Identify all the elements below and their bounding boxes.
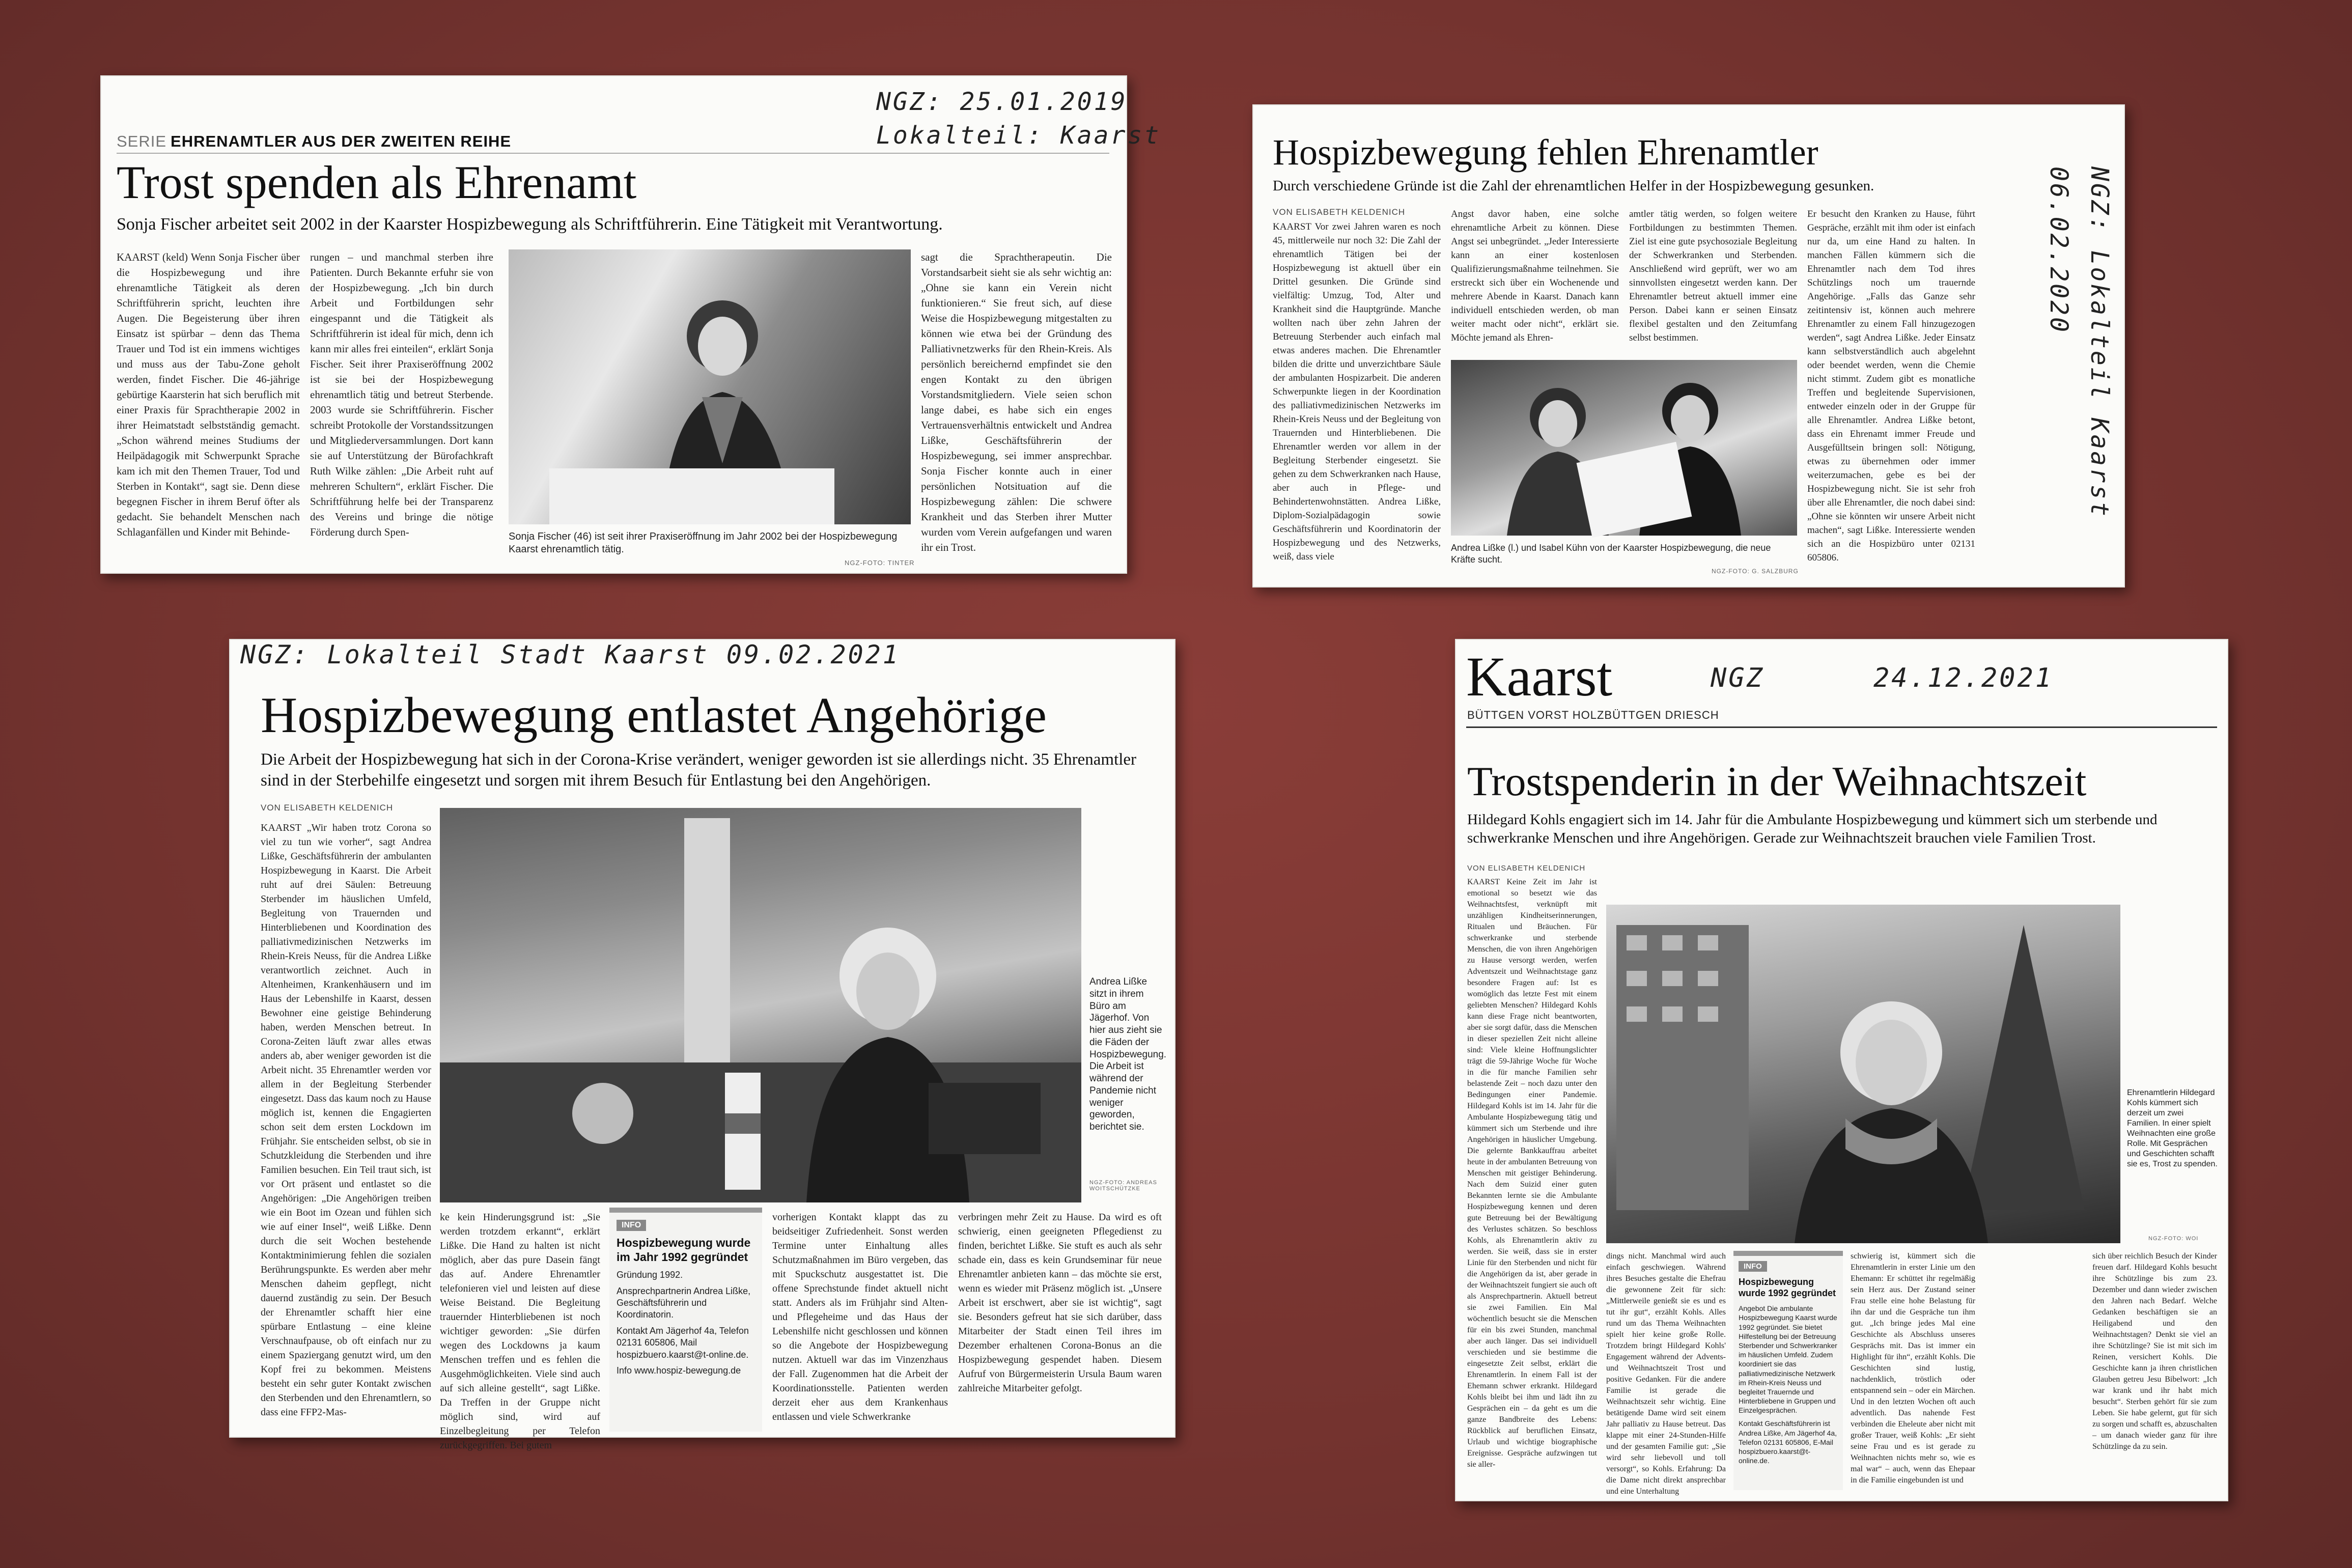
article-column-3: amtler tätig werden, so folgen weitere Fortbildungen zu bestimmten Themen. Ziel ist eine gute psychosoziale Begleitung der Schwerkranken und Sterbenden. Anschließend wird geprüft, wer wo am sinnvollsten eingesetzt werden kann. Der Ehrenamtler betreut aktuell immer eine Person. Dabei kann er seinen Einsatz flexibel gestalten und den Zeitumfang selbst bestimmen. <box>1629 209 1797 343</box>
info-website: Info www.hospiz-bewegung.de <box>617 1365 741 1376</box>
info-title: Hospizbewegung wurde im Jahr 1992 gegründet <box>617 1236 751 1264</box>
article-column-c: sich über reichlich Besuch der Kinder freuen darf. Hildegard Kohls besucht ihre Schützlinge bis zum 23. Dezember und dann wieder zwischen den Jahren nach Bedarf. Welche Gedanken beschäftigen sie an Heiligabend und den Weihnachtstagen? Denkt sie viel an ihre Schützlinge? Sie ist mit sich im Reinen, versichert Kohls. Die Geschichte kann ja ihren christlichen Glauben getreu Jesu Bibelwort: „Ich war krank und ihr habt mich besucht“. Sterben gehört für sie zum Leben. Sie habe gelernt, gut für sich zu sorgen und schafft es, abzuschalten – um danach wieder ganz für ihre Schützlinge da zu sein. <box>2092 1252 2217 1451</box>
photo-credit: NGZ-FOTO: ANDREAS WOITSCHÜTZKE <box>1089 1180 1157 1192</box>
info-contact: Kontakt Geschäftsführerin ist Andrea Lißke, Am Jägerhof 4a, Telefon 02131 605806, E-Mail hospizbuero.kaarst@t-online.de. <box>1739 1419 1837 1465</box>
article-column-3: vorherigen Kontakt klappt das zu beidseitiger Zufriedenheit. Sonst werden Termine unter Einhaltung alles Schutzmaßnahmen im Büro vergeben, das mit Spuckschutz ausgestattet ist. Die offene Sprechstunde findet aktuell nicht statt. Anders als im Frühjahr sind Alten- und Pflegeheime und das Haus der Lebenshilfe nicht geschlossen und können so die Angebote der Hospizbewegung nutzen. Aktuell war das im Vinzenzhaus der Fall. Zugenommen hat die Arbeit der Koordinationsstelle. Patienten werden derzeit eher aus dem Krankenhaus entlassen und viele Schwerkranke <box>772 1212 948 1422</box>
photo-caption: Andrea Lißke sitzt in ihrem Büro am Jägerhof. Von hier aus zieht sie die Fäden der Hospizbewegung. Die Arbeit ist während der Pandemie nicht weniger geworden, berichtet sie. <box>1089 976 1167 1132</box>
info-tag: INFO <box>1739 1261 1767 1272</box>
handwritten-paper-note: NGZ <box>1711 663 1765 693</box>
subheadline: Sonja Fischer arbeitet seit 2002 in der Kaarster Hospizbewegung als Schriftführerin. Eine Tätigkeit mit Verantwortung. <box>117 215 943 234</box>
photo-sonja-fischer <box>509 249 911 524</box>
photo-credit: NGZ-FOTO: G. SALZBURG <box>1712 568 1799 575</box>
article-column-2: ke kein Hinderungsgrund ist: „Sie werden trotzdem erkannt“, erklärt Lißke. Die Hand zu halten ist nicht möglich, aber das pure Dasein fängt das auf. Andere Ehrenamtler telefonieren viel und leisten auf diese Weise Beistand. Die Begleitung trauernder Hinterbliebenen ist noch wichtiger geworden: „Sie dürfen wegen des Lockdowns ja kaum Menschen treffen und es fehlen die Ausgehmöglichkeiten. Viele sind auch auf sich alleine gestellt“, sagt Lißke. Da Treffen in der Gruppe nicht möglich sind, wird auf Einzelbegleitung per Telefon zurückgegriffen. Bei gutem <box>440 1212 600 1451</box>
subheadline: Hildegard Kohls engagiert sich im 14. Jahr für die Ambulante Hospizbewegung und kümmert sich um sterbende und schwerkranke Menschen und ihre Angehörigen. Gerade zur Weihnachtszeit brauchen viele Familien Trost. <box>1467 811 2158 847</box>
info-founding: Gründung 1992. <box>617 1270 683 1280</box>
subheadline: Die Arbeit der Hospizbewegung hat sich in der Corona-Krise verändert, weniger geworden ist sie allerdings nicht. 35 Ehrenamtler sind in der Sterbehilfe eingesetzt und sorgen mit ihrem Besuch für Entlastung bei den Angehörigen. <box>261 750 1137 790</box>
district-list: BÜTTGEN VORST HOLZBÜTTGEN DRIESCH <box>1467 709 1719 721</box>
photo-credit: NGZ-FOTO: TINTER <box>845 559 915 567</box>
portrait-illustration <box>509 249 911 524</box>
article-column-4: verbringen mehr Zeit zu Hause. Da wird es oft schwierig, einen geeigneten Pflegedienst zu finden, berichtet Lißke. Sie stuft es auch als sehr schade ein, dass es kein Grundseminar für neue Ehrenamtler anbieten kann – das möchte sie erst, wenn es wieder mit Präsenz möglich ist. „Unsere Arbeit ist erschwert, aber sie ist wichtig“, sagt sie. Besonders gefreut hat sie sich darüber, dass Mitarbeiter der Stadt einen Teil ihres im Dezember erhaltenen Corona-Bonus an die Hospizbewegung gespendet haben. Diesem Aufruf von Bürgermeisterin Ursula Baum waren zahlreiche Mitarbeiter gefolgt. <box>958 1212 1162 1394</box>
series-label <box>117 132 511 151</box>
headline: Hospizbewegung entlastet Angehörige <box>261 687 1047 743</box>
photo-lisske-kuehn <box>1451 360 1797 536</box>
article-column-4: Er besucht den Kranken zu Hause, führt Gespräche, erzählt mit ihm oder ist einfach nur da, um eine Hand zu halten. In manchen Fällen kümmern sich die Ehrenamtler nach dem Tod ihres Schützlings noch um trauernde Angehörige. „Falls das Ganze sehr zeitintensiv ist, können auch mehrere Ehrenamtler zu einem Fall hinzugezogen werden“, sagt Andrea Lißke. Jeder Einsatz kann selbstverständlich auch abgelehnt oder beendet werden, wenn die Chemie nicht stimmt. Zudem gibt es monatliche Treffen und begleitende Supervisionen, entweder einzeln oder in der Gruppe für alle Ehrenamtler. Andrea Lißke betont, dass ein Ehrenamt immer Freude und Ausgefülltsein bringen soll: Nötigung, etwas zu übernehmen oder immer weiterzumachen, gebe es bei der Hospizbewegung nicht. Sie ist sehr froh über alle Ehrenamtler, die noch dabei sind: „Ohne sie könnten wir unsere Arbeit nicht machen“, sagt Lißke. Interessierte wenden sich an die Hospizbüro unter 02131 605806. <box>1807 209 1975 563</box>
handwritten-date-note: 24.12.2021 <box>1873 663 2054 693</box>
handwritten-vertical-note <box>2085 166 2114 518</box>
info-title: Hospizbewegung wurde 1992 gegründet <box>1739 1277 1836 1298</box>
byline: VON ELISABETH KELDENICH <box>261 803 394 813</box>
handwritten-section-note: NGZ: Lokalteil Kaarst <box>2085 166 2114 518</box>
photo-caption: Andrea Lißke (l.) und Isabel Kühn von der Kaarster Hospizbewegung, die neue Kräfte sucht. <box>1451 543 1771 565</box>
office-portrait-illustration <box>440 808 1081 1202</box>
headline: Trost spenden als Ehrenamt <box>117 156 637 208</box>
handwritten-note: NGZ: Lokalteil Stadt Kaarst 09.02.2021 <box>240 640 900 669</box>
info-text: Angebot Die ambulante Hospizbewegung Kaarst wurde 1992 gegründet. Sie bietet Hilfestellung bei der Betreuung Sterbender und Schwerkranker im häuslichen Umfeld. Zudem koordiniert sie das palliativmedizinische Netzwerk im Rhein-Kreis Neuss und begleitet Trauernde und Hinterbliebene in Gruppen und Einzelgesprächen. <box>1739 1304 1837 1415</box>
photo-hildegard-kohls <box>1606 905 2120 1243</box>
article-column-left: KAARST Keine Zeit im Jahr ist emotional so besetzt wie das Weihnachtsfest, verknüpft mit unzähligen Kindheitserinnerungen, Ritualen und Bräuchen. Für schwerkranke und sterbende Menschen, die von ihren Angehörigen zu Hause versorgt werden, werfen Adventszeit und Weihnachtstage ganz besondere Fragen auf: Ist es womöglich das letzte Fest mit einem geliebten Menschen? Hildegard Kohls kann diese Frage nicht beantworten, aber sie sorgt dafür, dass die Menschen in dieser speziellen Zeit nicht alleine sind: Viele kleine Hoffnungslichter trägt die 59-Jährige Woche für Woche in die für manche Familien sehr belastende Zeit – noch dazu unter den Bedingungen einer Pandemie. Hildegard Kohls ist im 14. Jahr für die Ambulante Hospizbewegung tätig und kümmert sich um Sterbende und ihre Angehörigen in häuslicher Umgebung. Die gelernte Bankkauffrau arbeitet heute in der ambulanten Betreuung von Menschen mit geistiger Behinderung. Nach dem Suizid einer guten Bekannten lernte sie die Ambulante Hospizbewegung kennen und deren gute Betreuung bei der Bewältigung des Verlustes schätzen. So beschloss Kohls, als Ehrenamtlerin aktiv zu werden. Sie weiß, dass sie in erster Linie für den Sterbenden und nicht für die Angehörigen da ist, aber gerade in der Weihnachtszeit fungiert sie auch oft als Ansprechpartnerin. Aktuell betreut sie zwei Familien. Ein Mal wöchentlich besucht sie die Menschen für ein bis zwei Stunden, manchmal aber auch länger. Das sei individuell verschieden und sie bestimme die eingesetzte Zeit selbst, erklärt die Ehrenamtlerin. In einem Fall ist der Ehemann schwer erkrankt. Hildegard Kohls bleibt bei ihm und lädt ihn zu Gesprächen ein – da geht es um die ganze Bandbreite des Lebens: Rückblick auf beruflichen Einsatz, Urlaub und wichtige biographische Ereignisse. Gespräche aufzwingen tut sie aller- <box>1467 878 1597 1469</box>
article-column-2: Angst davor haben, eine solche ehrenamtliche Arbeit zu können. Diese Angst sei unbegründet. „Jeder Interessierte kann an einer kostenlosen Qualifizierungsmaßnahme teilnehmen. Sie erstreckt sich über ein Wochenende und mehrere Abende in Kaarst. Danach kann individuell entschieden werden, ob man weiter macht oder nicht“, erklärt sie. Möchte jemand als Ehren- <box>1451 209 1619 343</box>
article-column-1: KAARST Vor zwei Jahren waren es noch 45, mittlerweile nur noch 32: Die Zahl der ehrenamtlich Tätigen bei der Hospizbewegung ist aktuell über ein Drittel gesunken. Die Gründe sind vielfältig: Umzug, Tod, Alter und Krankheit sind die Hauptgründe. Manche wollten nach über zehn Jahren der Betreuung Sterbender auch einfach mal etwas anderes machen. Die Ehrenamtler bilden die dritte und unverzichtbare Säule der ambulanten Hospizarbeit. Die anderen Schwerpunkte liegen in der Koordination des palliativmedizinischen Netzwerks im Rhein-Kreis Neuss und der Begleitung von Trauernden und Hinterbliebenen. Die Ehrenamtler werden vor allem in der Begleitung Sterbender eingesetzt. Sie gehen zu dem Schwerkranken nach Hause, aber auch in Pflege- und Behindertenwohnstätten. Andrea Lißke, Diplom-Sozialpädagogin sowie Geschäftsführerin und Koordinatorin der Hospizbewegung und des Netzwerks, weiß, dass viele <box>1273 221 1441 562</box>
masthead-rule <box>1466 726 2217 728</box>
series-underline <box>117 153 1109 154</box>
article-column-1: KAARST (keld) Wenn Sonja Fischer über die Hospizbewegung und ihre ehrenamtliche Tätigkeit als deren Schriftführerin spricht, leuchten ihre Augen. Die Begeisterung über ihren Einsatz ist spürbar – denn das Thema Trauer und Tod ist ein immens wichtiges und muss aus der Tabu-Zone geholt werden, findet Fischer. Die 46-jährige gebürtige Kaarsterin hat sich beruflich mit einer Praxis für Sprachtherapie 2002 in ihrer Heimatstadt selbstständig gemacht. „Schon während meines Studiums der Heilpädagogik mit Schwerpunkt Sprache kam ich mit den Themen Trauer, Tod und Sterben in Kontakt“, sagt sie. Denn diese begegnen Fischer in ihrem Beruf öfter als gedacht. Sie behandelt Menschen nach Schlaganfällen und Kinder mit Behinde- <box>117 251 300 538</box>
info-box <box>609 1208 762 1432</box>
clipping-2021-dec <box>1455 639 2228 1501</box>
photo-credit: NGZ-FOTO: WOI <box>2148 1236 2199 1242</box>
handwritten-date-vertical: 06.02.2020 <box>2045 166 2073 334</box>
headline: Trostspenderin in der Weihnachtszeit <box>1467 758 2087 804</box>
article-column-b: schwierig ist, kümmert sich die Ehrenamtlerin in erster Linie um den Ehemann: Er schüttet ihr regelmäßig sein Herz aus. Der Zustand seiner Frau stelle eine hohe Belastung für ihn dar und die Gespräche tun ihm gut. „Ich bringe jedes Mal eine Geschichte als Abschluss unseres Gesprächs mit. Das ist immer ein Highlight für ihn“, erzählt Kohls. Die Geschichten sind lustig, nachdenklich, tröstlich oder entspannend sein – oder ein Märchen. Und in den letzten Wochen oft auch adventlich. Das nahende Fest verbinden die Eheleute aber nicht mit großer Trauer, weiß Kohls: „Er sieht seine Frau und es ist gerade zu Weihnachten nichts mehr so, wie es mal war“ – auch, wenn das Ehepaar in die Familie eingebunden ist und <box>1851 1252 1975 1485</box>
article-column-a: dings nicht. Manchmal wird auch einfach geschwiegen. Während ihres Besuches gestalte die Ehefrau die gewonnene Zeit für sich: „Mittlerweile genießt sie es und es tut ihr gut“, erzählt Kohls. Alles rund um das Thema Weihnachten spielt hier keine große Rolle. Trotzdem bringt Hildegard Kohls' Engagement während der Advents- und Weihnachtszeit Trost und positive Gedanken. Für die andere Familie ist gerade die Weihnachtszeit sehr wichtig. Eine betätigende Dame wird seit einem Jahr palliativ zu Hause betreut. Das klappe mit einer 24-Stunden-Hilfe und der gesamten Familie gut: „Sie wird sehr liebevoll und toll versorgt“, so Kohls. Erfahrung: Da die Dame nicht direkt ansprechbar und eine Unterhaltung <box>1606 1252 1726 1496</box>
series-tag: SERIE <box>117 132 167 150</box>
masthead: Kaarst <box>1466 646 1613 708</box>
subheadline: Durch verschiedene Gründe ist die Zahl der ehrenamtlichen Helfer in der Hospizbewegung gesunken. <box>1273 178 1874 194</box>
article-column-3: sagt die Sprachtherapeutin. Die Vorstandsarbeit sieht sie als sehr wichtig an: „Ohne sie kann ein Verein nicht funktionieren.“ Sie freut sich, auf diese Weise die Hospizbewegung mitgestalten zu können wie etwa bei der Gründung des Palliativnetzwerks für den Rhein-Kreis. Als persönlich bereichernd empfindet sie den engen Kontakt zu den übrigen Vorstandsmitgliedern. Viele seien schon lange dabei, es habe sich ein enges Vertrauensverhältnis entwickelt und Andrea Lißke, Geschäftsführerin der Hospizbewegung, sei immer ansprechbar. Sonja Fischer konnte auch in einer persönlichen Notsituation auf die Hospizbewegung zählen: Die schwere Krankheit und das Sterben ihrer Mutter wurden vom Verein aufgefangen und waren ihr ein Trost. <box>921 251 1112 553</box>
info-tag: INFO <box>617 1220 646 1231</box>
duo-portrait-illustration <box>1451 360 1797 536</box>
info-contact: Kontakt Am Jägerhof 4a, Telefon 02131 605806, Mail hospizbuero.kaarst@t-online.de. <box>617 1325 749 1360</box>
byline: VON ELISABETH KELDENICH <box>1467 864 1586 873</box>
handwritten-date-note: NGZ: 25.01.2019 <box>876 88 1128 116</box>
photo-caption: Ehrenamtlerin Hildegard Kohls kümmert sich derzeit um zwei Familien. In einer spielt Weihnachten eine große Rolle. Mit Gesprächen und Geschichten schafft sie es, Trost zu spenden. <box>2127 1088 2218 1168</box>
headline: Hospizbewegung fehlen Ehrenamtler <box>1273 132 1818 173</box>
clipping-2019 <box>100 75 1161 574</box>
photo-andrea-lisske-office <box>440 808 1081 1202</box>
byline: VON ELISABETH KELDENICH <box>1273 207 1406 217</box>
info-contact-person: Ansprechpartnerin Andrea Lißke, Geschäftsführerin und Koordinatorin. <box>617 1285 751 1320</box>
article-column-1: KAARST „Wir haben trotz Corona so viel zu tun wie vorher“, sagt Andrea Lißke, Geschäftsführerin der ambulanten Hospizbewegung in Kaarst. Die Arbeit ruht auf drei Säulen: Betreuung Sterbender im häuslichen Umfeld, Begleitung von Trauernden und Hinterbliebenen und Koordination des palliativmedizinischen Netzwerks im Rhein-Kreis Neuss, für die Andrea Lißke verantwortlich zeichnet. Auch in Altenheimen, Krankenhäusern und im Haus der Lebenshilfe in Kaarst, dessen Bewohner eine geistige Behinderung haben, werden Menschen betreut. In Corona-Zeiten läuft zwar alles etwas anders ab, aber weniger geworden ist die Arbeit nicht. 35 Ehrenamtler werden vor allem in der Begleitung Sterbender eingesetzt. Dass das kaum noch zu Hause möglich ist, kennen die Engagierten schon seit dem ersten Lockdown im Frühjahr. Sie entscheiden selbst, ob sie in Schutzkleidung die Sterbenden und ihre Familien besuchen. Ein Teil traut sich, ist vor Ort präsent und entlastet so die Angehörigen: „Die Angehörigen treiben wie ein Boot im Ozean und fühlen sich wie auf einer Insel“, weiß Lißke. Denn durch die seit Wochen bestehende Kontaktminimierung fehlen die sozialen Berührungspunkte. Es werden aber mehr Menschen daheim gepflegt, nicht dauernd zuständig zu sein. Der Besuch der Ehrenamtler schafft hier eine spürbare Entlastung – eine kleine Verschnaufpause, ob oft einfach nur zu einem Spaziergang genutzt wird, um den Kopf frei zu bekommen. Meistens besteht ein sehr guter Kontakt zwischen den Sterbenden und den Ehrenamtlern, so dass eine FFP2-Mas- <box>261 822 431 1418</box>
info-box <box>1733 1251 1843 1490</box>
handwritten-section-note: Lokalteil: Kaarst <box>876 121 1161 150</box>
article-column-2: rungen – und manchmal sterben ihre Patienten. Durch Bekannte erfuhr sie von der Hospizbewegung. „Ich bin durch Arbeit und Fortbildungen sehr eingespannt und die Tätigkeit als Schriftführerin ist ideal für mich, denn ich kann mir alles frei einteilen“, erklärt Sonja Fischer. Seit ihrer Praxiseröffnung 2002 ist sie bei der Hospizbewegung ehrenamtlich tätig und betreut Sterbende. 2003 wurde sie Schriftführerin. Fischer schreibt Protokolle der Vorstandssitzungen und Mitgliederversammlungen. Dort kann sie auf Unterstützung der Bürofachkraft Ruth Wilke zählen: „Die Arbeit ruht auf mehreren Schultern“, erklärt Fischer. Die Schriftführung helfe bei der Transparenz des Vereins und bringe die nötige Förderung durch Spen- <box>310 251 493 538</box>
photo-caption: Sonja Fischer (46) ist seit ihrer Praxiseröffnung im Jahr 2002 bei der Hospizbewegung Kaarst ehrenamtlich tätig. <box>509 531 898 555</box>
clipping-2020 <box>1252 104 2125 587</box>
street-portrait-illustration <box>1606 905 2120 1243</box>
clipping-2021-feb <box>229 639 1175 1451</box>
series-title: EHRENAMTLER AUS DER ZWEITEN REIHE <box>171 132 512 150</box>
